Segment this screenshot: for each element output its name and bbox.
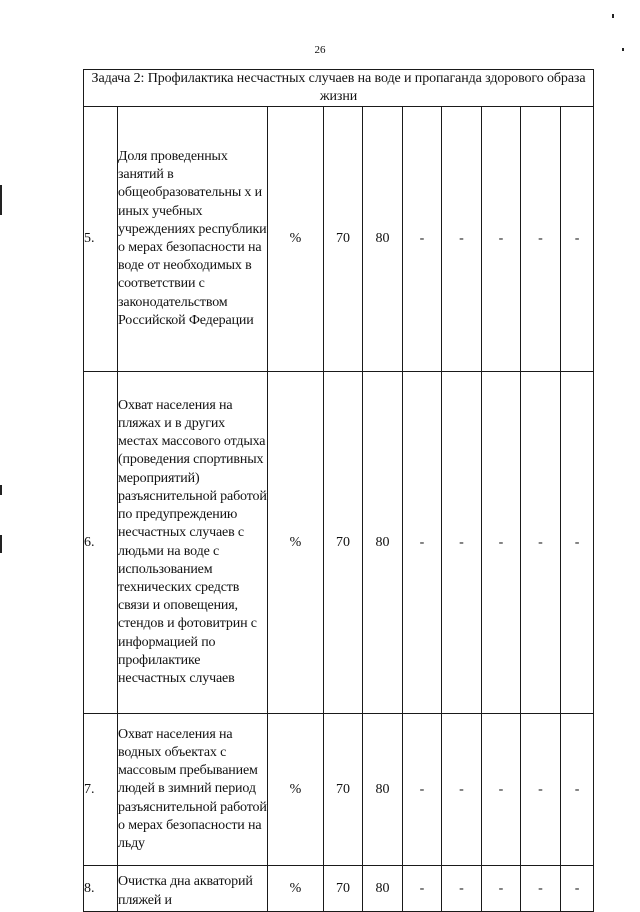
dash-cell: - xyxy=(521,714,561,866)
dash-cell: - xyxy=(482,866,521,912)
table-row xyxy=(84,714,594,866)
dash-cell: - xyxy=(482,372,521,714)
indicator-description: Очистка дна акваторий пляжей и xyxy=(118,866,268,912)
dash-cell: - xyxy=(442,372,482,714)
value-cell: 80 xyxy=(363,714,403,866)
value-cell: 70 xyxy=(324,107,363,372)
dash-cell: - xyxy=(561,372,594,714)
unit-cell: % xyxy=(268,714,324,866)
unit-cell: % xyxy=(268,866,324,912)
dash-cell: - xyxy=(442,866,482,912)
value-cell: 80 xyxy=(363,372,403,714)
value-cell: 80 xyxy=(363,107,403,372)
value-cell: 70 xyxy=(324,372,363,714)
indicator-description: Доля проведенных занятий в общеобразовательны х и иных учебных учреждениях республики о мерах безопасности на воде от необходимых в соответствии с законодательством Российской Федерации xyxy=(118,107,268,372)
scan-edge-mark xyxy=(0,485,2,495)
scan-edge-mark xyxy=(622,48,624,51)
table-row xyxy=(84,372,594,714)
dash-cell: - xyxy=(403,714,442,866)
dash-cell: - xyxy=(442,714,482,866)
dash-cell: - xyxy=(403,372,442,714)
value-cell: 80 xyxy=(363,866,403,912)
unit-cell: % xyxy=(268,107,324,372)
scan-edge-mark xyxy=(0,185,2,215)
task-header: Задача 2: Профилактика несчастных случаев на воде и пропаганда здорового образа жизни xyxy=(84,70,594,107)
dash-cell: - xyxy=(521,107,561,372)
task-header-row xyxy=(84,70,594,107)
dash-cell: - xyxy=(482,714,521,866)
dash-cell: - xyxy=(521,866,561,912)
dash-cell: - xyxy=(403,107,442,372)
value-cell: 70 xyxy=(324,866,363,912)
table-row xyxy=(84,107,594,372)
row-number: 8. xyxy=(84,866,118,912)
dash-cell: - xyxy=(442,107,482,372)
dash-cell: - xyxy=(561,107,594,372)
indicators-table xyxy=(83,69,594,912)
dash-cell: - xyxy=(482,107,521,372)
scan-edge-mark xyxy=(0,535,2,553)
page-number: 26 xyxy=(314,44,326,56)
dash-cell: - xyxy=(561,866,594,912)
scan-edge-mark xyxy=(612,14,614,18)
indicator-description: Охват населения на пляжах и в других местах массового отдыха (проведения спортивных мероприятий) разъяснительной работой по предупреждению несчастных случаев с людьми на воде с использованием технических средств связи и оповещения, стендов и фотовитрин с информацией по профилактике несчастных случаев xyxy=(118,372,268,714)
value-cell: 70 xyxy=(324,714,363,866)
row-number: 5. xyxy=(84,107,118,372)
unit-cell: % xyxy=(268,372,324,714)
dash-cell: - xyxy=(561,714,594,866)
row-number: 7. xyxy=(84,714,118,866)
dash-cell: - xyxy=(403,866,442,912)
dash-cell: - xyxy=(521,372,561,714)
row-number: 6. xyxy=(84,372,118,714)
indicator-description: Охват населения на водных объектах с массовым пребыванием людей в зимний период разъяснительной работой о мерах безопасности на льду xyxy=(118,714,268,866)
